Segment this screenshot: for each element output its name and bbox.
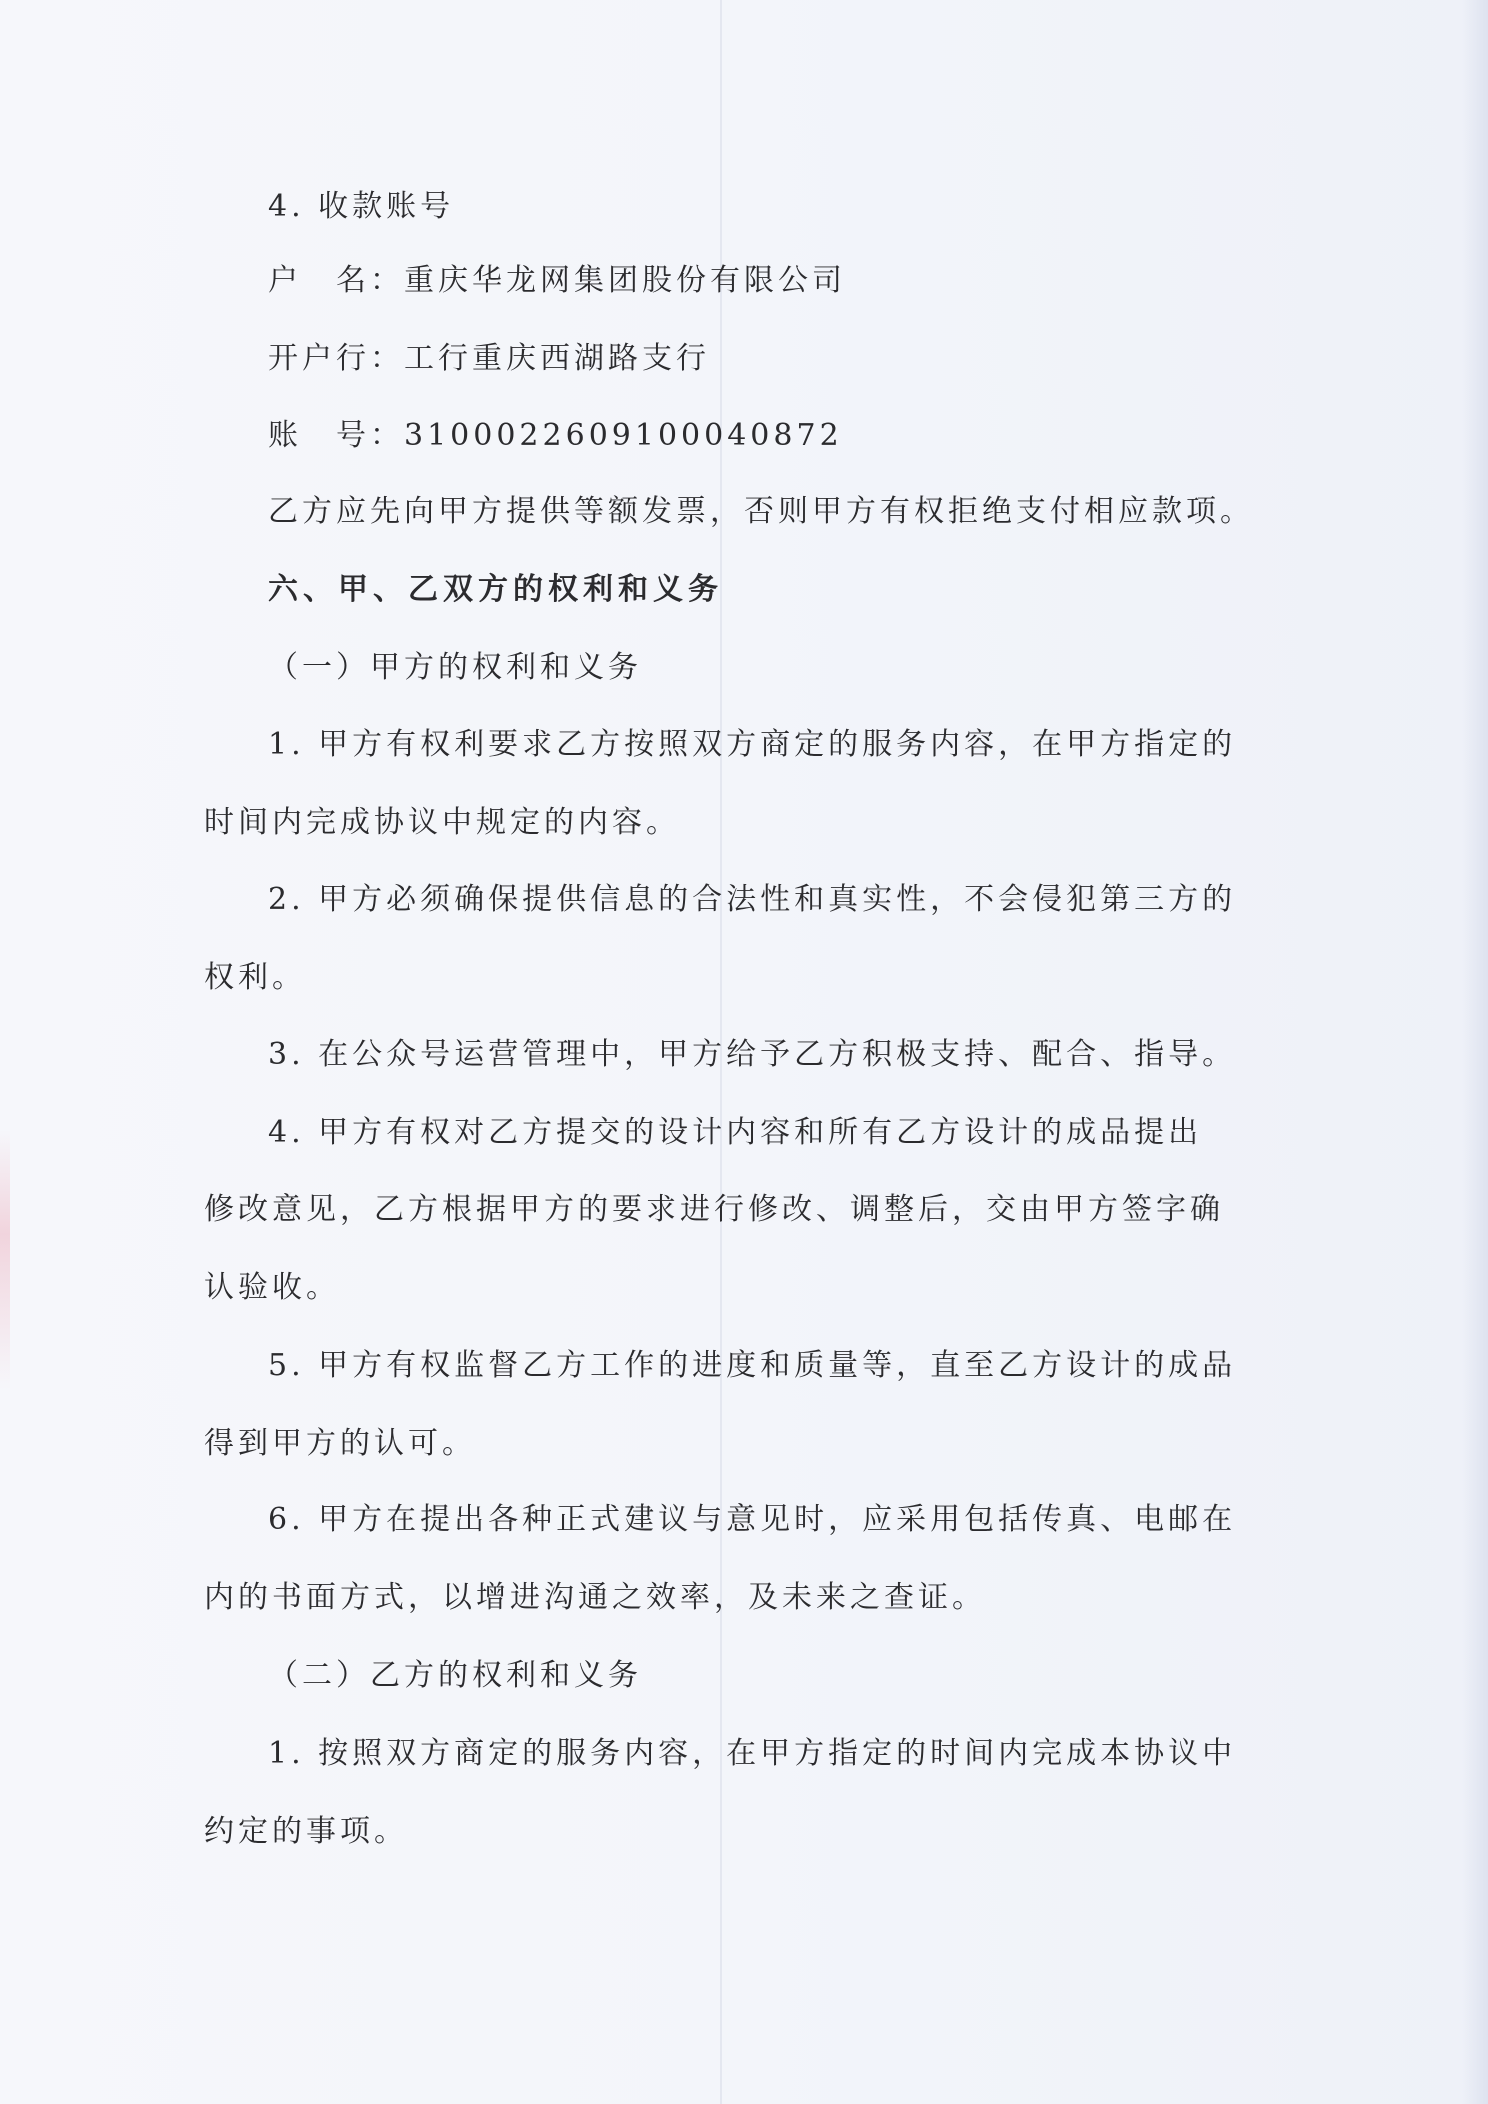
party-a-clause2-line1: 2. 甲方必须确保提供信息的合法性和真实性，不会侵犯第三方的 <box>268 882 1237 917</box>
party-a-clause4-line1: 4. 甲方有权对乙方提交的设计内容和所有乙方设计的成品提出 <box>268 1115 1203 1150</box>
bank-row <box>268 339 710 379</box>
party-a-clause4-line3: 认验收。 <box>204 1270 340 1305</box>
party-b-heading: （二）乙方的权利和义务 <box>268 1658 642 1693</box>
invoice-note: 乙方应先向甲方提供等额发票，否则甲方有权拒绝支付相应款项。 <box>268 494 1254 529</box>
account-number-value: 3100022609100040872 <box>404 418 843 453</box>
party-a-clause1-line1: 1. 甲方有权利要求乙方按照双方商定的服务内容，在甲方指定的 <box>268 727 1237 762</box>
section-six-heading: 六、甲、乙双方的权利和义务 <box>268 572 723 607</box>
party-b-clause1-line2: 约定的事项。 <box>204 1814 408 1849</box>
party-a-clause5-line2: 得到甲方的认可。 <box>204 1426 476 1461</box>
account-name-value: 重庆华龙网集团股份有限公司 <box>404 263 846 298</box>
party-a-clause6-line1: 6. 甲方在提出各种正式建议与意见时，应采用包括传真、电邮在 <box>268 1502 1237 1537</box>
party-a-clause4-line2: 修改意见，乙方根据甲方的要求进行修改、调整后，交由甲方签字确 <box>204 1192 1224 1227</box>
bank-label: 开户行： <box>268 341 404 376</box>
account-section-label: 4. 收款账号 <box>268 189 455 224</box>
bank-value: 工行重庆西湖路支行 <box>404 341 710 376</box>
party-a-clause2-line2: 权利。 <box>204 960 306 995</box>
party-a-clause5-line1: 5. 甲方有权监督乙方工作的进度和质量等，直至乙方设计的成品 <box>268 1348 1237 1383</box>
account-name-label: 户 名： <box>268 263 404 298</box>
party-a-heading: （一）甲方的权利和义务 <box>268 650 642 685</box>
account-name-row <box>268 261 846 301</box>
party-a-clause3-line1: 3. 在公众号运营管理中，甲方给予乙方积极支持、配合、指导。 <box>268 1037 1237 1072</box>
account-number-label: 账 号： <box>268 418 404 453</box>
party-b-clause1-line1: 1. 按照双方商定的服务内容，在甲方指定的时间内完成本协议中 <box>268 1736 1237 1771</box>
party-a-clause6-line2: 内的书面方式，以增进沟通之效率，及未来之查证。 <box>204 1580 986 1615</box>
party-a-clause1-line2: 时间内完成协议中规定的内容。 <box>204 805 680 840</box>
account-number-row <box>268 416 843 456</box>
